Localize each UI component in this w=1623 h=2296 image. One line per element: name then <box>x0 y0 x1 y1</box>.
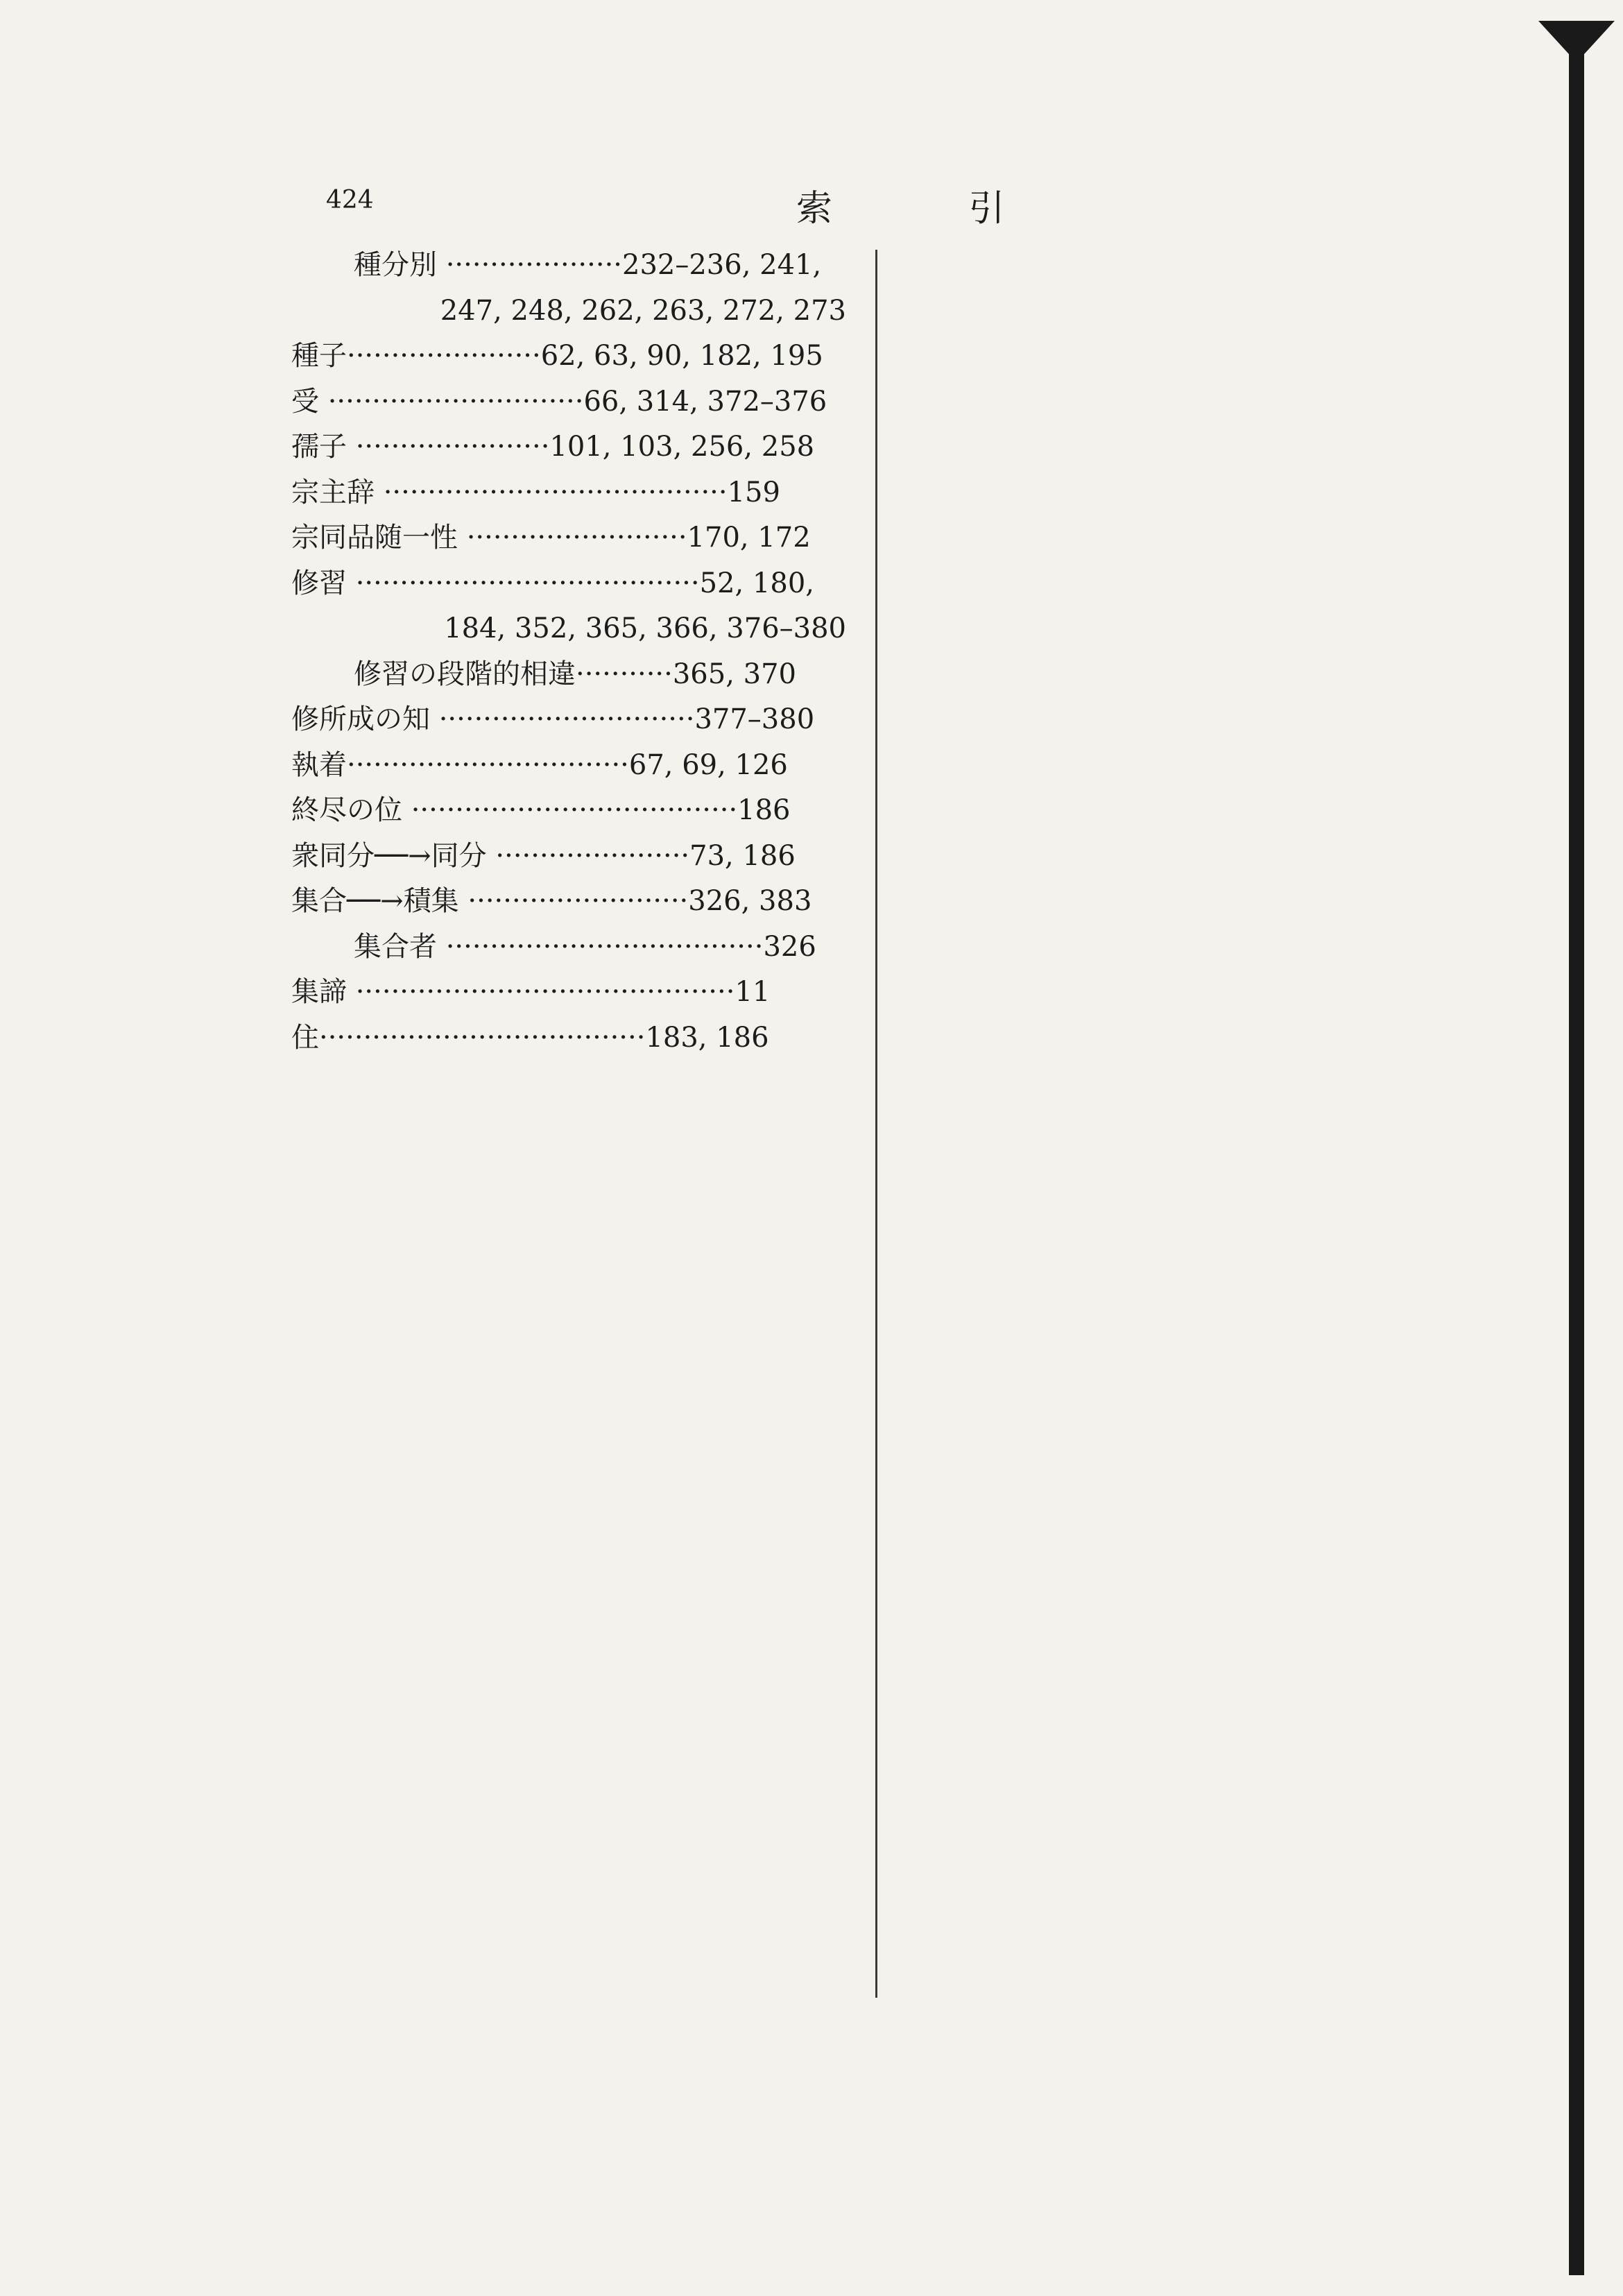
index-entry: 宗同品随一性 ·························170, 172 <box>291 522 811 554</box>
index-entry-continuation: 184, 352, 365, 366, 376–380 <box>444 612 846 644</box>
binding-edge <box>1569 21 1584 2275</box>
index-entry: 宗主辞 ·······································159 <box>291 476 780 508</box>
index-entry-continuation: 247, 248, 262, 263, 272, 273 <box>440 294 846 327</box>
running-head: 索 引 <box>796 188 1067 230</box>
index-entry: 衆同分──→同分 ······················73, 186 <box>291 839 796 872</box>
index-column-left <box>291 243 846 1061</box>
column-divider <box>875 250 877 1998</box>
index-entry: 集諦 ···········································11 <box>291 976 771 1008</box>
index-entry: 集合者 ····································326 <box>354 930 816 963</box>
index-entry: 住·····································183, 186 <box>291 1021 769 1054</box>
index-entry: 種分別 ····················232–236, 241, <box>354 249 822 281</box>
index-entry: 孺子 ······················101, 103, 256, 258 <box>291 431 815 463</box>
binding-edge-cap <box>1538 21 1615 62</box>
index-entry: 受 ·····························66, 314, 372–376 <box>291 385 827 418</box>
index-entry: 集合──→積集 ·························326, 383 <box>291 885 812 917</box>
page-number: 424 <box>326 186 374 214</box>
index-entry: 種子······················62, 63, 90, 182, 195 <box>291 340 823 372</box>
index-entry: 修習 ·······································52, 180, <box>291 567 814 599</box>
index-entry: 終尽の位 ·····································186 <box>291 794 791 826</box>
index-entry: 執着································67, 69, 126 <box>291 748 788 781</box>
index-entry: 修所成の知 ·····························377–380 <box>291 703 815 735</box>
index-entry: 修習の段階的相違···········365, 370 <box>354 658 796 690</box>
